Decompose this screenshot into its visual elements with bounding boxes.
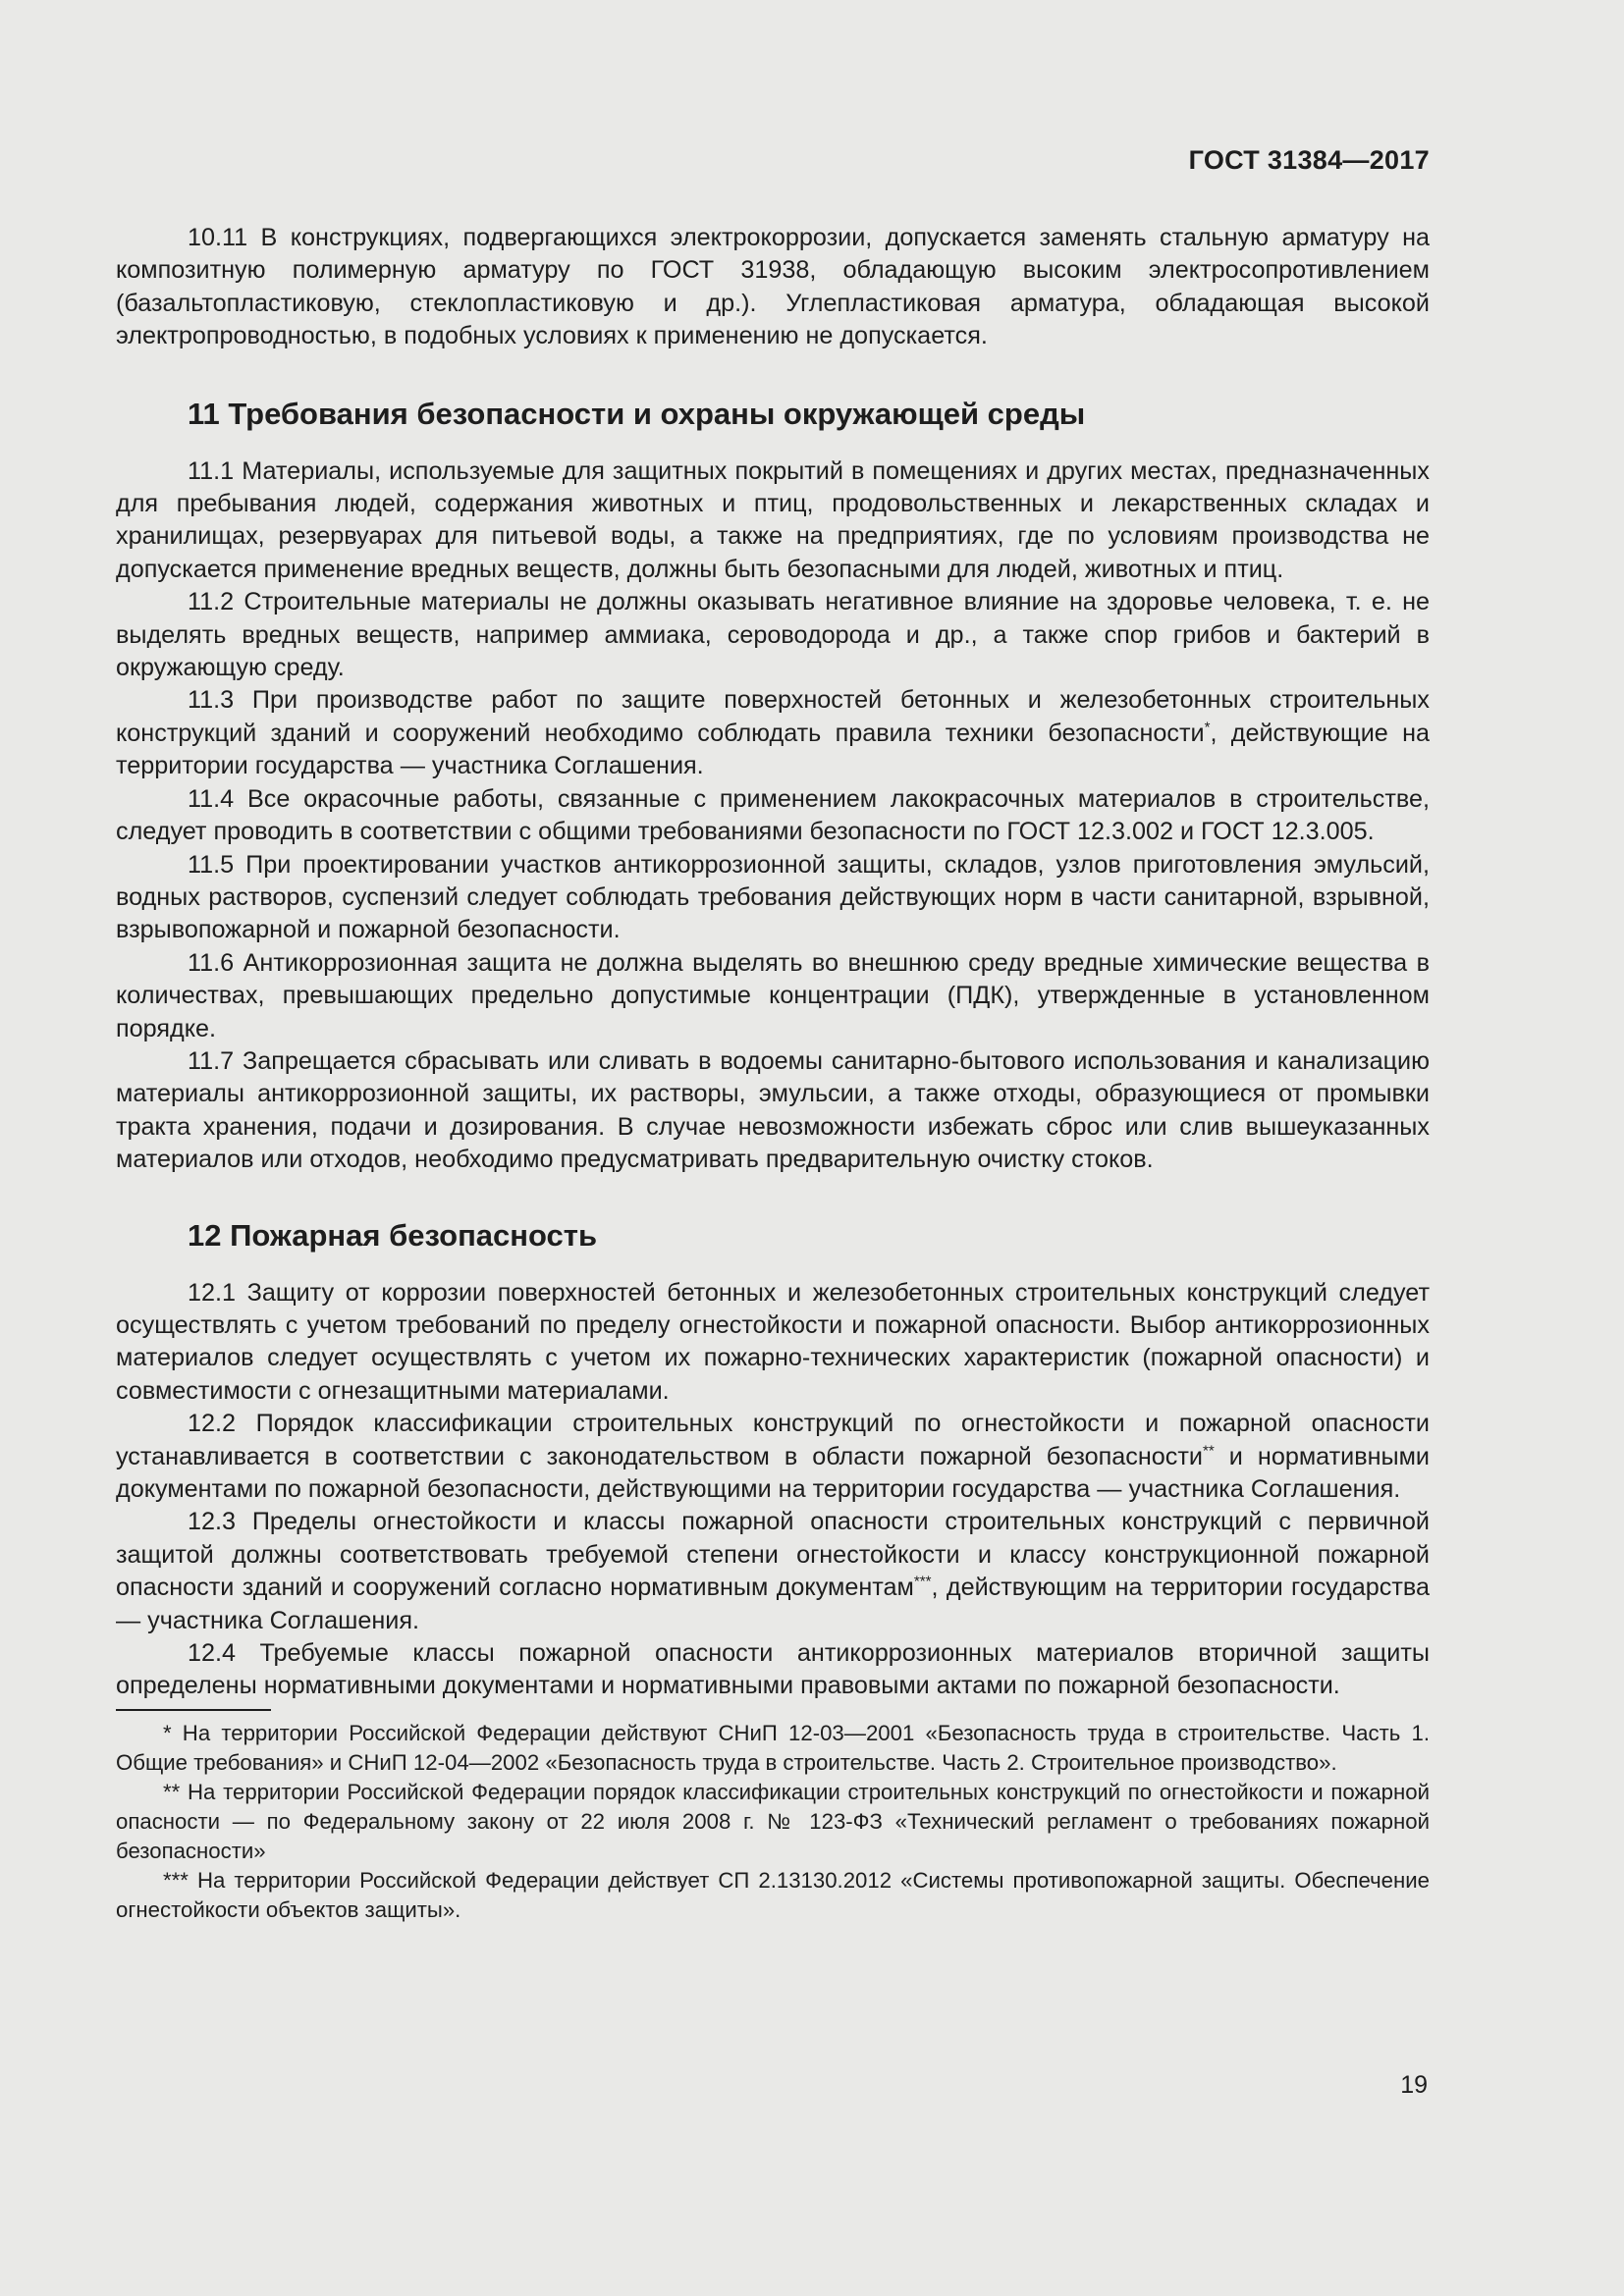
paragraph-12-4: 12.4 Требуемые классы пожарной опасности антикоррозионных материалов вторичной защиты определены нормативными документами и нормативными правовыми актами по пожарной безопасности. — [116, 1639, 1430, 1700]
footnote-ref-2[interactable]: ** — [1202, 1442, 1215, 1460]
paragraph-12-2 — [116, 1408, 1430, 1506]
document-code-header: ГОСТ 31384—2017 — [1188, 145, 1430, 175]
paragraph-11-7: 11.7 Запрещается сбрасывать или сливать в водоемы санитарно-бытового использования и канализацию материалы антикоррозионной защиты, их растворы, эмульсии, а также отходы, образующиеся от промывки тракта хранения, подачи и дозирования. В случае невозможности избежать сброс или слив вышеуказанных материалов или отходов, необходимо предусматривать предварительную очистку стоков. — [116, 1046, 1430, 1174]
paragraph-11-4: 11.4 Все окрасочные работы, связанные с применением лакокрасочных материалов в строительстве, следует проводить в соответствии с общими требованиями безопасности по ГОСТ 12.3.002 и ГОСТ 12.3.005. — [116, 784, 1430, 846]
document-body — [116, 222, 1430, 1925]
footnote-ref-3[interactable]: *** — [913, 1573, 932, 1590]
page-number: 19 — [1400, 2071, 1428, 2099]
paragraph-11-3 — [116, 684, 1430, 782]
footnote-1: * На территории Российской Федерации действуют СНиП 12-03—2001 «Безопасность труда в строительстве. Часть 1. Общие требования» и СНиП 12-04—2002 «Безопасность труда в строительстве. Часть 2. Строительное производство». — [116, 1720, 1430, 1775]
paragraph-12-2-text: 12.2 Порядок классификации строительных конструкций по огнестойкости и пожарной опасности устанавливается в соответствии с законодательством в области пожарной безопасности — [116, 1410, 1430, 1470]
footnotes — [116, 1719, 1430, 1925]
paragraph-11-1: 11.1 Материалы, используемые для защитных покрытий в помещениях и других местах, предназначенных для пребывания людей, содержания животных и птиц, продовольственных и лекарственных складах и хранилищах, резервуарах для питьевой воды, а также на предприятиях, где по условиям производства не допускается применение вредных веществ, должны быть безопасными для людей, животных и птиц. — [116, 456, 1430, 583]
section-11-title: 11 Требования безопасности и охраны окружающей среды — [188, 396, 1086, 431]
paragraph-11-3-text: 11.3 При производстве работ по защите поверхностей бетонных и железобетонных строительных конструкций зданий и сооружений необходимо соблюдать правила техники безопасности — [116, 686, 1430, 747]
paragraph-12-3 — [116, 1506, 1430, 1637]
paragraph-12-3-text: 12.3 Пределы огнестойкости и классы пожарной опасности строительных конструкций с первичной защитой должны соответствовать требуемой степени огнестойкости и классу конструкционной пожарной опасности зданий и сооружений согласно нормативным документам — [116, 1508, 1430, 1602]
footnote-divider — [116, 1709, 271, 1711]
paragraph-11-3-text-end: , действующие на территории государства — участника Соглашения. — [116, 719, 1430, 780]
footnote-2: ** На территории Российской Федерации порядок классификации строительных конструкций по огнестойкости и пожарной опасности — по Федеральному закону от 22 июля 2008 г. № 123-ФЗ «Технический регламент о требованиях пожарной безопасности» — [116, 1779, 1430, 1863]
paragraph-11-5: 11.5 При проектировании участков антикоррозионной защиты, складов, узлов приготовления эмульсий, водных растворов, суспензий следует соблюдать требования действующих норм в части санитарной, взрывной, взрывопожарной и пожарной безопасности. — [116, 850, 1430, 944]
paragraph-11-6: 11.6 Антикоррозионная защита не должна выделять во внешнюю среду вредные химические вещества в количествах, превышающих предельно допустимые концентрации (ПДК), утвержденные в установленном порядке. — [116, 948, 1430, 1042]
paragraph-12-2-text-end: и нормативными документами по пожарной безопасности, действующими на территории государства — участника Соглашения. — [116, 1442, 1430, 1503]
paragraph-12-1: 12.1 Защиту от коррозии поверхностей бетонных и железобетонных строительных конструкций следует осуществлять с учетом требований по пределу огнестойкости и пожарной опасности. Выбор антикоррозионных материалов следует осуществлять с учетом их пожарно-технических характеристик (пожарной опасности) и совместимости с огнезащитными материалами. — [116, 1278, 1430, 1405]
footnote-ref-1[interactable]: * — [1204, 719, 1211, 736]
paragraph-11-2: 11.2 Строительные материалы не должны оказывать негативное влияние на здоровье человека, т. е. не выделять вредных веществ, например аммиака, сероводорода и др., а также спор грибов и бактерий в окружающую среду. — [116, 588, 1430, 682]
footnote-3: *** На территории Российской Федерации действует СП 2.13130.2012 «Системы противопожарной защиты. Обеспечение огнестойкости объектов защиты». — [116, 1867, 1430, 1922]
paragraph-10-11: 10.11 В конструкциях, подвергающихся электрокоррозии, допускается заменять стальную арматуру на композитную полимерную арматуру по ГОСТ 31938, обладающую высоким электросопротивлением (базальтопластиковую, стеклопластиковую и др.). Углепластиковая арматура, обладающая высокой электропроводностью, в подобных условиях к применению не допускается. — [116, 224, 1430, 350]
paragraph-12-3-text-end: , действующим на территории государства — участника Соглашения. — [116, 1574, 1431, 1634]
section-12-title: 12 Пожарная безопасность — [188, 1217, 598, 1253]
